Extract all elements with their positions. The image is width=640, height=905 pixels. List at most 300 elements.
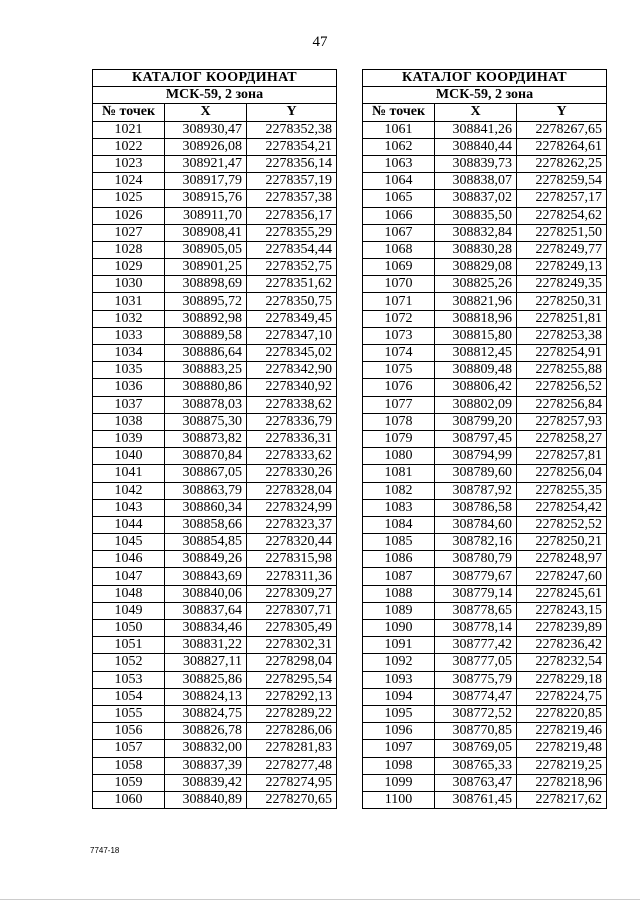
point-number-cell: 1042 bbox=[93, 482, 165, 499]
point-number-cell: 1024 bbox=[93, 173, 165, 190]
y-coordinate-cell: 2278315,98 bbox=[247, 551, 337, 568]
table-row bbox=[363, 482, 607, 499]
x-coordinate-cell: 308917,79 bbox=[165, 173, 247, 190]
table-row bbox=[93, 327, 337, 344]
x-coordinate-cell: 308821,96 bbox=[435, 293, 517, 310]
table-row bbox=[363, 637, 607, 654]
table-row bbox=[93, 276, 337, 293]
table-row bbox=[363, 379, 607, 396]
y-coordinate-cell: 2278349,45 bbox=[247, 310, 337, 327]
x-coordinate-cell: 308778,65 bbox=[435, 602, 517, 619]
x-coordinate-cell: 308765,33 bbox=[435, 757, 517, 774]
table-row bbox=[93, 293, 337, 310]
y-coordinate-cell: 2278336,31 bbox=[247, 430, 337, 447]
x-coordinate-cell: 308843,69 bbox=[165, 568, 247, 585]
table-row bbox=[363, 190, 607, 207]
y-coordinate-cell: 2278357,19 bbox=[247, 173, 337, 190]
x-coordinate-cell: 308825,86 bbox=[165, 671, 247, 688]
table-row bbox=[363, 327, 607, 344]
point-number-cell: 1035 bbox=[93, 362, 165, 379]
point-number-cell: 1054 bbox=[93, 688, 165, 705]
y-coordinate-cell: 2278289,22 bbox=[247, 705, 337, 722]
y-coordinate-cell: 2278236,42 bbox=[517, 637, 607, 654]
y-coordinate-cell: 2278219,46 bbox=[517, 723, 607, 740]
table-row bbox=[363, 345, 607, 362]
point-number-cell: 1049 bbox=[93, 602, 165, 619]
point-number-cell: 1094 bbox=[363, 688, 435, 705]
y-coordinate-cell: 2278352,75 bbox=[247, 259, 337, 276]
y-coordinate-cell: 2278356,17 bbox=[247, 207, 337, 224]
table-row bbox=[93, 637, 337, 654]
y-coordinate-cell: 2278357,38 bbox=[247, 190, 337, 207]
table-row bbox=[93, 585, 337, 602]
table-row bbox=[363, 723, 607, 740]
table-row bbox=[93, 345, 337, 362]
x-coordinate-cell: 308835,50 bbox=[435, 207, 517, 224]
y-coordinate-cell: 2278257,17 bbox=[517, 190, 607, 207]
y-coordinate-cell: 2278354,44 bbox=[247, 241, 337, 258]
table-row bbox=[93, 723, 337, 740]
table-row bbox=[93, 362, 337, 379]
y-coordinate-cell: 2278253,38 bbox=[517, 327, 607, 344]
y-coordinate-cell: 2278256,04 bbox=[517, 465, 607, 482]
table-row bbox=[363, 155, 607, 172]
point-number-cell: 1091 bbox=[363, 637, 435, 654]
point-number-cell: 1052 bbox=[93, 654, 165, 671]
point-number-cell: 1029 bbox=[93, 259, 165, 276]
x-coordinate-cell: 308829,08 bbox=[435, 259, 517, 276]
x-coordinate-cell: 308875,30 bbox=[165, 413, 247, 430]
table-row bbox=[93, 465, 337, 482]
y-coordinate-cell: 2278336,79 bbox=[247, 413, 337, 430]
table-row bbox=[363, 293, 607, 310]
point-number-cell: 1058 bbox=[93, 757, 165, 774]
table-row bbox=[363, 654, 607, 671]
y-coordinate-cell: 2278217,62 bbox=[517, 791, 607, 808]
y-coordinate-cell: 2278254,62 bbox=[517, 207, 607, 224]
table-row bbox=[93, 448, 337, 465]
x-coordinate-cell: 308880,86 bbox=[165, 379, 247, 396]
table-row bbox=[93, 413, 337, 430]
x-coordinate-cell: 308779,67 bbox=[435, 568, 517, 585]
y-coordinate-cell: 2278232,54 bbox=[517, 654, 607, 671]
y-coordinate-cell: 2278328,04 bbox=[247, 482, 337, 499]
x-coordinate-cell: 308911,70 bbox=[165, 207, 247, 224]
catalog-title: КАТАЛОГ КООРДИНАТ bbox=[93, 70, 337, 87]
table-row bbox=[93, 190, 337, 207]
x-coordinate-cell: 308832,84 bbox=[435, 224, 517, 241]
y-coordinate-cell: 2278219,48 bbox=[517, 740, 607, 757]
column-header-x: X bbox=[165, 104, 247, 121]
x-coordinate-cell: 308905,05 bbox=[165, 241, 247, 258]
point-number-cell: 1098 bbox=[363, 757, 435, 774]
x-coordinate-cell: 308840,89 bbox=[165, 791, 247, 808]
point-number-cell: 1051 bbox=[93, 637, 165, 654]
table-row bbox=[93, 259, 337, 276]
point-number-cell: 1071 bbox=[363, 293, 435, 310]
y-coordinate-cell: 2278250,31 bbox=[517, 293, 607, 310]
table-row bbox=[363, 276, 607, 293]
x-coordinate-cell: 308770,85 bbox=[435, 723, 517, 740]
point-number-cell: 1064 bbox=[363, 173, 435, 190]
catalog-subtitle: МСК-59, 2 зона bbox=[363, 87, 607, 104]
x-coordinate-cell: 308827,11 bbox=[165, 654, 247, 671]
x-coordinate-cell: 308824,13 bbox=[165, 688, 247, 705]
x-coordinate-cell: 308778,14 bbox=[435, 620, 517, 637]
x-coordinate-cell: 308839,73 bbox=[435, 155, 517, 172]
table-row bbox=[363, 362, 607, 379]
table-row bbox=[93, 207, 337, 224]
table-row bbox=[93, 705, 337, 722]
x-coordinate-cell: 308830,28 bbox=[435, 241, 517, 258]
point-number-cell: 1065 bbox=[363, 190, 435, 207]
point-number-cell: 1041 bbox=[93, 465, 165, 482]
x-coordinate-cell: 308908,41 bbox=[165, 224, 247, 241]
point-number-cell: 1077 bbox=[363, 396, 435, 413]
y-coordinate-cell: 2278218,96 bbox=[517, 774, 607, 791]
y-coordinate-cell: 2278255,35 bbox=[517, 482, 607, 499]
point-number-cell: 1096 bbox=[363, 723, 435, 740]
table-row bbox=[93, 688, 337, 705]
y-coordinate-cell: 2278342,90 bbox=[247, 362, 337, 379]
y-coordinate-cell: 2278249,77 bbox=[517, 241, 607, 258]
point-number-cell: 1081 bbox=[363, 465, 435, 482]
x-coordinate-cell: 308901,25 bbox=[165, 259, 247, 276]
point-number-cell: 1056 bbox=[93, 723, 165, 740]
point-number-cell: 1087 bbox=[363, 568, 435, 585]
point-number-cell: 1079 bbox=[363, 430, 435, 447]
point-number-cell: 1100 bbox=[363, 791, 435, 808]
table-row bbox=[93, 379, 337, 396]
y-coordinate-cell: 2278281,83 bbox=[247, 740, 337, 757]
y-coordinate-cell: 2278267,65 bbox=[517, 121, 607, 138]
x-coordinate-cell: 308837,64 bbox=[165, 602, 247, 619]
table-row bbox=[363, 516, 607, 533]
x-coordinate-cell: 308777,05 bbox=[435, 654, 517, 671]
y-coordinate-cell: 2278347,10 bbox=[247, 327, 337, 344]
table-row bbox=[363, 173, 607, 190]
point-number-cell: 1061 bbox=[363, 121, 435, 138]
table-row bbox=[363, 499, 607, 516]
table-row bbox=[93, 482, 337, 499]
point-number-cell: 1097 bbox=[363, 740, 435, 757]
x-coordinate-cell: 308794,99 bbox=[435, 448, 517, 465]
y-coordinate-cell: 2278351,62 bbox=[247, 276, 337, 293]
x-coordinate-cell: 308878,03 bbox=[165, 396, 247, 413]
x-coordinate-cell: 308802,09 bbox=[435, 396, 517, 413]
y-coordinate-cell: 2278255,88 bbox=[517, 362, 607, 379]
point-number-cell: 1080 bbox=[363, 448, 435, 465]
point-number-cell: 1062 bbox=[363, 138, 435, 155]
point-number-cell: 1059 bbox=[93, 774, 165, 791]
table-row bbox=[93, 602, 337, 619]
x-coordinate-cell: 308831,22 bbox=[165, 637, 247, 654]
y-coordinate-cell: 2278305,49 bbox=[247, 620, 337, 637]
point-number-cell: 1046 bbox=[93, 551, 165, 568]
table-row bbox=[363, 396, 607, 413]
table-row bbox=[93, 791, 337, 808]
table-row bbox=[363, 259, 607, 276]
point-number-cell: 1078 bbox=[363, 413, 435, 430]
x-coordinate-cell: 308812,45 bbox=[435, 345, 517, 362]
x-coordinate-cell: 308789,60 bbox=[435, 465, 517, 482]
table-row bbox=[93, 654, 337, 671]
table-row bbox=[93, 740, 337, 757]
table-row bbox=[363, 310, 607, 327]
point-number-cell: 1040 bbox=[93, 448, 165, 465]
table-row bbox=[93, 551, 337, 568]
point-number-cell: 1031 bbox=[93, 293, 165, 310]
y-coordinate-cell: 2278350,75 bbox=[247, 293, 337, 310]
point-number-cell: 1086 bbox=[363, 551, 435, 568]
column-header-y: Y bbox=[517, 104, 607, 121]
point-number-cell: 1032 bbox=[93, 310, 165, 327]
y-coordinate-cell: 2278345,02 bbox=[247, 345, 337, 362]
table-row bbox=[363, 138, 607, 155]
y-coordinate-cell: 2278243,15 bbox=[517, 602, 607, 619]
y-coordinate-cell: 2278239,89 bbox=[517, 620, 607, 637]
coordinate-catalog-table-right bbox=[362, 69, 607, 809]
x-coordinate-cell: 308898,69 bbox=[165, 276, 247, 293]
y-coordinate-cell: 2278355,29 bbox=[247, 224, 337, 241]
table-row bbox=[363, 620, 607, 637]
point-number-cell: 1093 bbox=[363, 671, 435, 688]
y-coordinate-cell: 2278250,21 bbox=[517, 534, 607, 551]
x-coordinate-cell: 308837,39 bbox=[165, 757, 247, 774]
x-coordinate-cell: 308858,66 bbox=[165, 516, 247, 533]
point-number-cell: 1072 bbox=[363, 310, 435, 327]
point-number-cell: 1057 bbox=[93, 740, 165, 757]
table-row bbox=[363, 224, 607, 241]
x-coordinate-cell: 308761,45 bbox=[435, 791, 517, 808]
x-coordinate-cell: 308930,47 bbox=[165, 121, 247, 138]
x-coordinate-cell: 308915,76 bbox=[165, 190, 247, 207]
table-row bbox=[93, 121, 337, 138]
x-coordinate-cell: 308838,07 bbox=[435, 173, 517, 190]
y-coordinate-cell: 2278298,04 bbox=[247, 654, 337, 671]
table-row bbox=[363, 121, 607, 138]
point-number-cell: 1063 bbox=[363, 155, 435, 172]
point-number-cell: 1021 bbox=[93, 121, 165, 138]
table-row bbox=[363, 705, 607, 722]
y-coordinate-cell: 2278254,91 bbox=[517, 345, 607, 362]
x-coordinate-cell: 308777,42 bbox=[435, 637, 517, 654]
point-number-cell: 1067 bbox=[363, 224, 435, 241]
x-coordinate-cell: 308886,64 bbox=[165, 345, 247, 362]
x-coordinate-cell: 308815,80 bbox=[435, 327, 517, 344]
y-coordinate-cell: 2278247,60 bbox=[517, 568, 607, 585]
x-coordinate-cell: 308840,44 bbox=[435, 138, 517, 155]
table-row bbox=[363, 602, 607, 619]
point-number-cell: 1033 bbox=[93, 327, 165, 344]
y-coordinate-cell: 2278252,52 bbox=[517, 516, 607, 533]
table-row bbox=[93, 774, 337, 791]
x-coordinate-cell: 308782,16 bbox=[435, 534, 517, 551]
point-number-cell: 1066 bbox=[363, 207, 435, 224]
table-row bbox=[363, 791, 607, 808]
point-number-cell: 1037 bbox=[93, 396, 165, 413]
table-row bbox=[93, 241, 337, 258]
table-row bbox=[93, 155, 337, 172]
y-coordinate-cell: 2278295,54 bbox=[247, 671, 337, 688]
x-coordinate-cell: 308883,25 bbox=[165, 362, 247, 379]
point-number-cell: 1048 bbox=[93, 585, 165, 602]
table-row bbox=[93, 568, 337, 585]
y-coordinate-cell: 2278333,62 bbox=[247, 448, 337, 465]
point-number-cell: 1053 bbox=[93, 671, 165, 688]
y-coordinate-cell: 2278307,71 bbox=[247, 602, 337, 619]
point-number-cell: 1084 bbox=[363, 516, 435, 533]
table-row bbox=[363, 207, 607, 224]
point-number-cell: 1023 bbox=[93, 155, 165, 172]
x-coordinate-cell: 308832,00 bbox=[165, 740, 247, 757]
catalog-title: КАТАЛОГ КООРДИНАТ bbox=[363, 70, 607, 87]
y-coordinate-cell: 2278302,31 bbox=[247, 637, 337, 654]
point-number-cell: 1076 bbox=[363, 379, 435, 396]
table-row bbox=[93, 173, 337, 190]
point-number-cell: 1082 bbox=[363, 482, 435, 499]
y-coordinate-cell: 2278220,85 bbox=[517, 705, 607, 722]
table-row bbox=[93, 757, 337, 774]
table-row bbox=[93, 396, 337, 413]
point-number-cell: 1027 bbox=[93, 224, 165, 241]
x-coordinate-cell: 308921,47 bbox=[165, 155, 247, 172]
table-row bbox=[93, 534, 337, 551]
point-number-cell: 1036 bbox=[93, 379, 165, 396]
point-number-cell: 1089 bbox=[363, 602, 435, 619]
y-coordinate-cell: 2278324,99 bbox=[247, 499, 337, 516]
y-coordinate-cell: 2278262,25 bbox=[517, 155, 607, 172]
coordinate-catalog-table-left bbox=[92, 69, 337, 809]
y-coordinate-cell: 2278251,50 bbox=[517, 224, 607, 241]
x-coordinate-cell: 308775,79 bbox=[435, 671, 517, 688]
table-row bbox=[363, 688, 607, 705]
bottom-rule bbox=[0, 899, 640, 900]
catalog-subtitle: МСК-59, 2 зона bbox=[93, 87, 337, 104]
point-number-cell: 1025 bbox=[93, 190, 165, 207]
table-row bbox=[93, 499, 337, 516]
column-header-point-number: № точек bbox=[93, 104, 165, 121]
y-coordinate-cell: 2278264,61 bbox=[517, 138, 607, 155]
table-row bbox=[363, 534, 607, 551]
x-coordinate-cell: 308787,92 bbox=[435, 482, 517, 499]
table-row bbox=[363, 740, 607, 757]
table-row bbox=[363, 774, 607, 791]
table-row bbox=[93, 138, 337, 155]
point-number-cell: 1069 bbox=[363, 259, 435, 276]
x-coordinate-cell: 308860,34 bbox=[165, 499, 247, 516]
point-number-cell: 1050 bbox=[93, 620, 165, 637]
y-coordinate-cell: 2278292,13 bbox=[247, 688, 337, 705]
table-row bbox=[363, 568, 607, 585]
y-coordinate-cell: 2278249,13 bbox=[517, 259, 607, 276]
x-coordinate-cell: 308926,08 bbox=[165, 138, 247, 155]
table-row bbox=[363, 757, 607, 774]
point-number-cell: 1060 bbox=[93, 791, 165, 808]
y-coordinate-cell: 2278356,14 bbox=[247, 155, 337, 172]
point-number-cell: 1085 bbox=[363, 534, 435, 551]
point-number-cell: 1022 bbox=[93, 138, 165, 155]
x-coordinate-cell: 308873,82 bbox=[165, 430, 247, 447]
x-coordinate-cell: 308895,72 bbox=[165, 293, 247, 310]
point-number-cell: 1095 bbox=[363, 705, 435, 722]
point-number-cell: 1088 bbox=[363, 585, 435, 602]
y-coordinate-cell: 2278256,84 bbox=[517, 396, 607, 413]
x-coordinate-cell: 308892,98 bbox=[165, 310, 247, 327]
point-number-cell: 1038 bbox=[93, 413, 165, 430]
y-coordinate-cell: 2278257,81 bbox=[517, 448, 607, 465]
table-row bbox=[93, 310, 337, 327]
y-coordinate-cell: 2278219,25 bbox=[517, 757, 607, 774]
x-coordinate-cell: 308780,79 bbox=[435, 551, 517, 568]
column-header-point-number: № точек bbox=[363, 104, 435, 121]
y-coordinate-cell: 2278259,54 bbox=[517, 173, 607, 190]
x-coordinate-cell: 308870,84 bbox=[165, 448, 247, 465]
point-number-cell: 1075 bbox=[363, 362, 435, 379]
point-number-cell: 1073 bbox=[363, 327, 435, 344]
point-number-cell: 1030 bbox=[93, 276, 165, 293]
point-number-cell: 1068 bbox=[363, 241, 435, 258]
x-coordinate-cell: 308854,85 bbox=[165, 534, 247, 551]
x-coordinate-cell: 308786,58 bbox=[435, 499, 517, 516]
point-number-cell: 1047 bbox=[93, 568, 165, 585]
table-row bbox=[363, 430, 607, 447]
y-coordinate-cell: 2278256,52 bbox=[517, 379, 607, 396]
x-coordinate-cell: 308839,42 bbox=[165, 774, 247, 791]
table-row bbox=[93, 516, 337, 533]
x-coordinate-cell: 308889,58 bbox=[165, 327, 247, 344]
point-number-cell: 1092 bbox=[363, 654, 435, 671]
document-code: 7747-18 bbox=[90, 846, 120, 855]
point-number-cell: 1083 bbox=[363, 499, 435, 516]
table-row bbox=[363, 585, 607, 602]
x-coordinate-cell: 308769,05 bbox=[435, 740, 517, 757]
x-coordinate-cell: 308797,45 bbox=[435, 430, 517, 447]
table-row bbox=[93, 224, 337, 241]
point-number-cell: 1034 bbox=[93, 345, 165, 362]
y-coordinate-cell: 2278249,35 bbox=[517, 276, 607, 293]
table-row bbox=[363, 671, 607, 688]
column-header-y: Y bbox=[247, 104, 337, 121]
x-coordinate-cell: 308763,47 bbox=[435, 774, 517, 791]
y-coordinate-cell: 2278354,21 bbox=[247, 138, 337, 155]
x-coordinate-cell: 308799,20 bbox=[435, 413, 517, 430]
y-coordinate-cell: 2278286,06 bbox=[247, 723, 337, 740]
x-coordinate-cell: 308841,26 bbox=[435, 121, 517, 138]
table-row bbox=[363, 241, 607, 258]
x-coordinate-cell: 308772,52 bbox=[435, 705, 517, 722]
table-row bbox=[93, 620, 337, 637]
point-number-cell: 1070 bbox=[363, 276, 435, 293]
x-coordinate-cell: 308774,47 bbox=[435, 688, 517, 705]
y-coordinate-cell: 2278340,92 bbox=[247, 379, 337, 396]
point-number-cell: 1044 bbox=[93, 516, 165, 533]
y-coordinate-cell: 2278330,26 bbox=[247, 465, 337, 482]
point-number-cell: 1026 bbox=[93, 207, 165, 224]
point-number-cell: 1055 bbox=[93, 705, 165, 722]
y-coordinate-cell: 2278270,65 bbox=[247, 791, 337, 808]
y-coordinate-cell: 2278254,42 bbox=[517, 499, 607, 516]
y-coordinate-cell: 2278323,37 bbox=[247, 516, 337, 533]
y-coordinate-cell: 2278338,62 bbox=[247, 396, 337, 413]
x-coordinate-cell: 308867,05 bbox=[165, 465, 247, 482]
x-coordinate-cell: 308863,79 bbox=[165, 482, 247, 499]
y-coordinate-cell: 2278257,93 bbox=[517, 413, 607, 430]
table-row bbox=[363, 465, 607, 482]
y-coordinate-cell: 2278229,18 bbox=[517, 671, 607, 688]
x-coordinate-cell: 308849,26 bbox=[165, 551, 247, 568]
table-row bbox=[93, 671, 337, 688]
